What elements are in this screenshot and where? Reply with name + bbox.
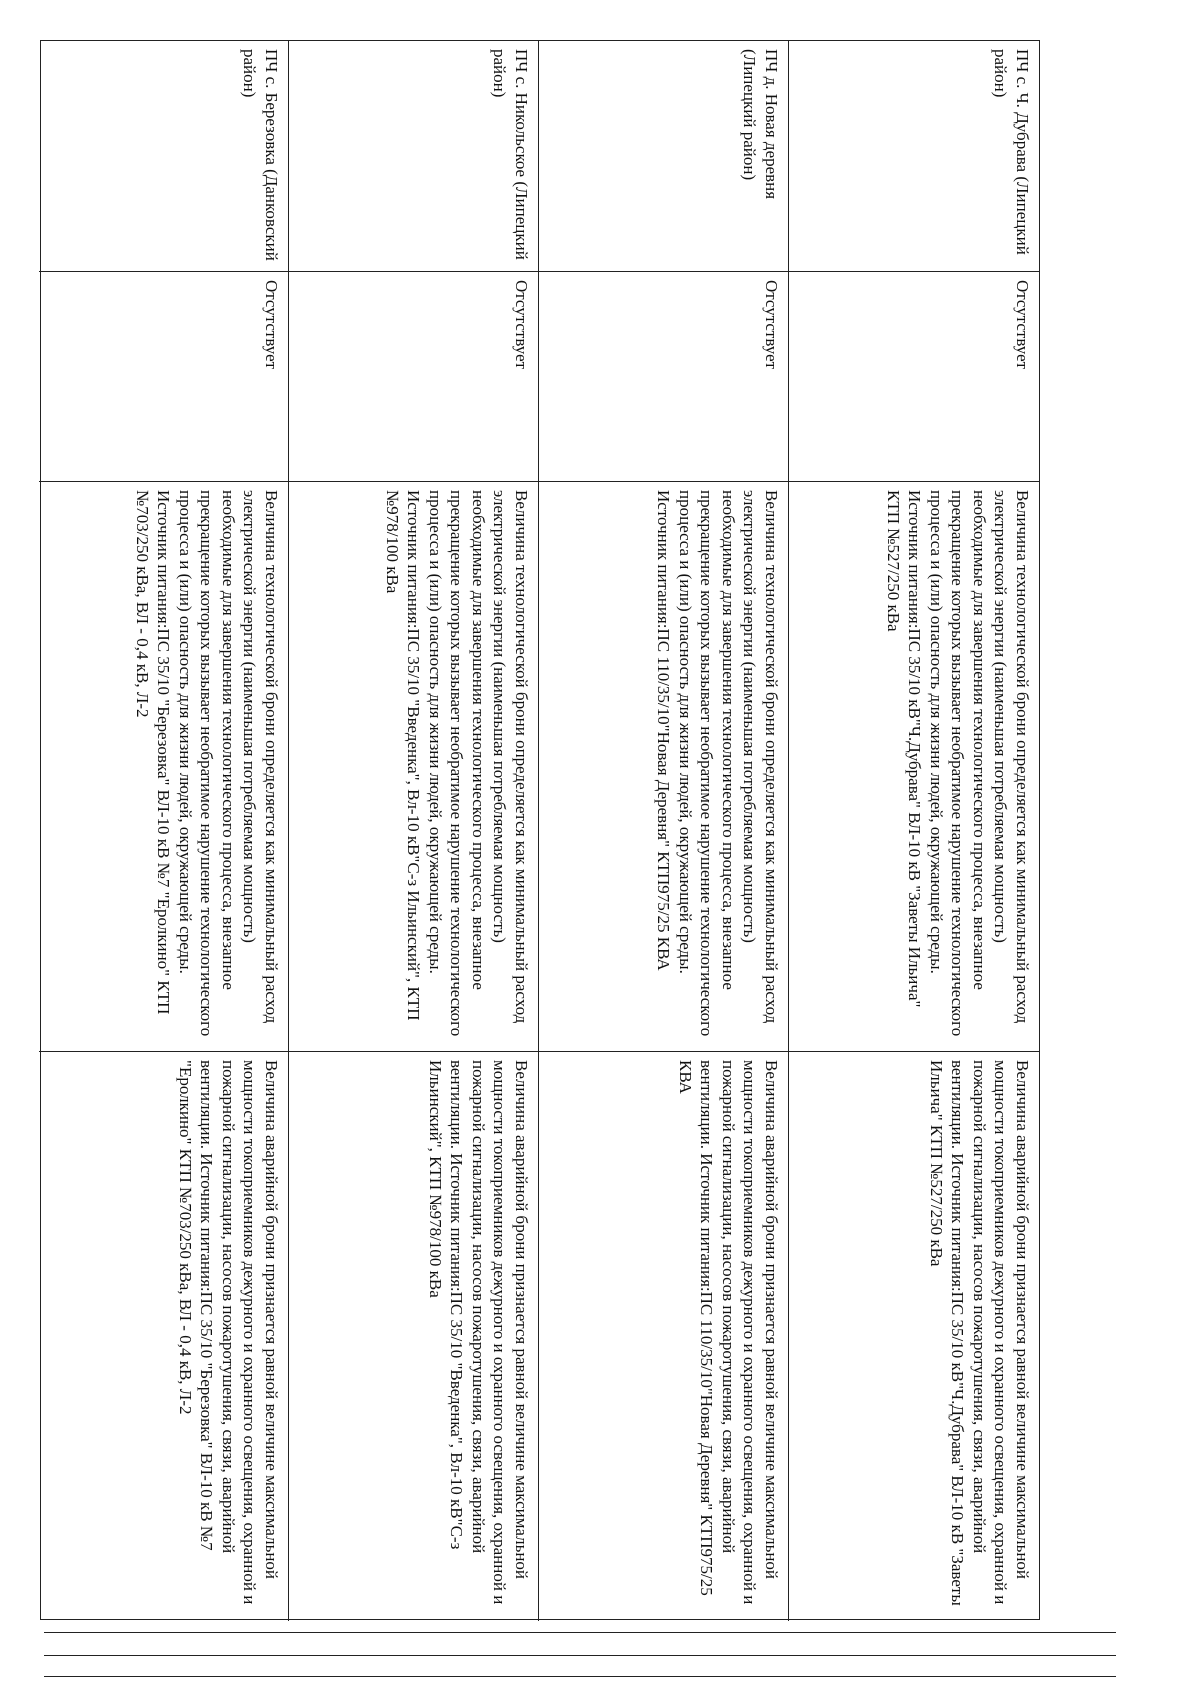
status-cell: Отсутствует (289, 271, 538, 481)
table-row (289, 41, 539, 1621)
status-cell: Отсутствует (539, 271, 788, 481)
object-name-cell: ПЧ с. Ч. Дубрава (Липецкий район) (991, 49, 1032, 255)
emergency-reserve-cell: Величина аварийной брони признается равной величине максимальной мощности токоприемников дежурного и охранного освещения, охранной и пожарной сигнализации, насосов пожаротушения, связи, аварийной вентиляции. Источник питания:ПС 35/10 "Березовка" ВЛ-10 кВ №7 "Еролкино" КТП №703/250 кВа, ВЛ - 0,4 кВ, Л-2 (39, 1051, 288, 1621)
table-row (789, 41, 1039, 1621)
page-rule (44, 1655, 1116, 1656)
object-name-cell: ПЧ с. Никольское (Липецкий район) (490, 49, 531, 260)
tech-reserve-cell: Величина технологической брони определяется как минимальный расход электрической энергии (наименьшая потребляемая мощность) необходимые для завершения технологического процесса, внезапное прекращение которых вызывает необратимое нарушение технологического процесса и (или) опасность для жизни людей, окружающей среды. Источник питания:ПС 110/35/10"Новая Деревня" КТП975/25 КВА (539, 481, 788, 1051)
object-name-cell: ПЧ с. Березовка (Данковский район) (240, 49, 281, 261)
status-cell: Отсутствует (789, 271, 1039, 481)
emergency-reserve-cell: Величина аварийной брони признается равной величине максимальной мощности токоприемников дежурного и охранного освещения, охранной и пожарной сигнализации, насосов пожаротушения, связи, аварийной вентиляции. Источник питания:ПС 35/10 кВ"Ч.Дубрава" ВЛ-10 кВ "Заветы Ильича" КТП №527/250 кВа (789, 1051, 1039, 1621)
table-row (39, 41, 289, 1621)
page-rule (44, 1676, 1116, 1677)
emergency-reserve-cell: Величина аварийной брони признается равной величине максимальной мощности токоприемников дежурного и охранного освещения, охранной и пожарной сигнализации, насосов пожаротушения, связи, аварийной вентиляции. Источник питания:ПС 35/10 "Введенка", Вл-10 кВ"С-з Ильинский", КТП №978/100 кВа (289, 1051, 538, 1621)
table-row (539, 41, 789, 1621)
emergency-reserve-cell: Величина аварийной брони признается равной величине максимальной мощности токоприемников дежурного и охранного освещения, охранной и пожарной сигнализации, насосов пожаротушения, связи, аварийной вентиляции. Источник питания:ПС 110/35/10"Новая Деревня" КТП975/25 КВА (539, 1051, 788, 1621)
status-cell: Отсутствует (39, 271, 288, 481)
tech-reserve-cell: Величина технологической брони определяется как минимальный расход электрической энергии (наименьшая потребляемая мощность) необходимые для завершения технологического процесса, внезапное прекращение которых вызывает необратимое нарушение технологического процесса и (или) опасность для жизни людей, окружающей среды. Источник питания:ПС 35/10 "Березовка" ВЛ-10 кВ №7 "Еролкино" КТП №703/250 кВа, ВЛ - 0,4 кВ, Л-2 (39, 481, 288, 1051)
tech-reserve-cell: Величина технологической брони определяется как минимальный расход электрической энергии (наименьшая потребляемая мощность) необходимые для завершения технологического процесса, внезапное прекращение которых вызывает необратимое нарушение технологического процесса и (или) опасность для жизни людей, окружающей среды. Источник питания:ПС 35/10 "Введенка", Вл-10 кВ"С-з Ильинский", КТП №978/100 кВа (289, 481, 538, 1051)
reserve-table (40, 40, 1040, 1620)
object-name-cell: ПЧ д. Новая деревня (Липецкий район) (740, 49, 781, 200)
tech-reserve-cell: Величина технологической брони определяется как минимальный расход электрической энергии (наименьшая потребляемая мощность) необходимые для завершения технологического процесса, внезапное прекращение которых вызывает необратимое нарушение технологического процесса и (или) опасность для жизни людей, окружающей среды. Источник питания:ПС 35/10 кВ"Ч.Дубрава" ВЛ-10 кВ "Заветы Ильича" КТП №527/250 кВа (789, 481, 1039, 1051)
page-rule (44, 1632, 1116, 1633)
